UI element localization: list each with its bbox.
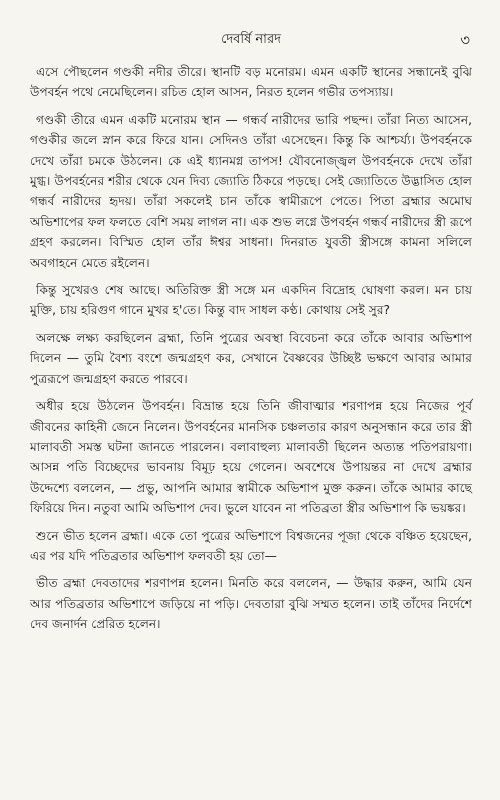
paragraph: কিন্তু সুখেরও শেষ আছে। অতিরিক্ত স্ত্রী সঙ্গে মন একদিন বিদ্রোহ ঘোষণা করল। মন চায় মুক্তি, চায় হরিগুণ গানে মুখর হ'তে। কিন্তু বাদ সাধল কণ্ঠ। কোথায় সেই সুর? bbox=[30, 283, 472, 318]
running-header bbox=[30, 30, 472, 52]
page-number: ৩ bbox=[460, 31, 470, 49]
paragraph: শুনে ভীত হলেন ব্রহ্মা। একে তো পুত্রের অভিশাপে বিশ্বজনের পূজা থেকে বঞ্চিত হয়েছেন, এর পর যদি পতিব্রতার অভিশাপ ফলবতী হয় তো— bbox=[30, 528, 472, 563]
body-text bbox=[30, 62, 472, 635]
paragraph: এসে পৌছলেন গণ্ডকী নদীর তীরে। স্থানটি বড় মনোরম। এমন একটি স্থানের সন্ধানেই বুঝি উপবর্হন পথে নেমেছিলেন। রচিত হোল আসন, নিরত হলেন গভীর তপস্যায়। bbox=[30, 65, 472, 100]
paragraph: অলক্ষে লক্ষ্য করছিলেন ব্রহ্মা, তিনি পুত্রের অবস্থা বিবেচনা করে তাঁকে আবার অভিশাপ দিলেন — তুমি বৈশ্য বংশে জন্মগ্রহণ কর, সেখানে বৈষ্ণবের উচ্ছিষ্ট ভক্ষণে আবার আমার পুত্ররূপে জন্মগ্রহণ করতে পারবে। bbox=[30, 330, 472, 386]
paragraph: ভীত ব্রহ্মা দেবতাদের শরণাপন্ন হলেন। মিনতি করে বললেন, — উদ্ধার করুন, আমি যেন আর পতিব্রতার অভিশাপে জড়িয়ে না পড়ি। দেবতারা বুঝি সম্মত হলেন। তাই তাঁদের নির্দেশে দেব জনার্দন প্রেরিত হলেন। bbox=[30, 576, 472, 632]
running-title: দেবর্ষি নারদ bbox=[221, 32, 281, 47]
paragraph: অধীর হয়ে উঠলেন উপবর্হন। বিভ্রান্ত হয়ে তিনি জীবাত্মার শরণাপন্ন হয়ে নিজের পূর্ব জীবনের কাহিনী জেনে নিলেন। উপবর্হনের মানসিক চঞ্চলতার কারণ অনুসন্ধান করে তার স্ত্রী মালাবতী সমস্ত ঘটনা জানতে পারলেন। বলাবাহুল্য মালাবতী ছিলেন অত্যন্ত পতিপরায়ণা। আসন্ন পতি বিচ্ছেদের ভাবনায় বিমূঢ় হয়ে গেলেন। অবশেষে উপায়ন্তর না দেখে ব্রহ্মার উদ্দেশ্যে বললেন, — প্রভু, আপনি আমার স্বামীকে অভিশাপ মুক্ত করুন। তাঁকে আমার কাছে ফিরিয়ে দিন। নতুবা আমি অভিশাপ দেব। ভুলে যাবেন না পতিব্রতা স্ত্রীর অভিশাপ কি ভয়ঙ্কর। bbox=[30, 399, 472, 516]
paragraph: গণ্ডকী তীরে এমন একটি মনোরম স্থান — গন্ধর্ব নারীদের ভারি পছন্দ। তাঁরা নিত্য আসেন, গণ্ডকীর জলে স্নান করে ফিরে যান। সেদিনও তাঁরা এসেছেন। কিন্তু কি আশ্চর্য্য। উপবর্হনকে দেখে তাঁরা চমকে উঠলেন। কে এই ধ্যানমগ্ন তাপস! যৌবনোজ্জ্বল উপবর্হনকে দেখে তাঁরা মুগ্ধ। উপবর্হনের শরীর থেকে যেন দিব্য জ্যোতি ঠিকরে পড়ছে। সেই জ্যোতিতে উদ্ভাসিত হোল গন্ধর্ব নারীদের হৃদয়। তাঁরা সকলেই চান তাঁকে স্বামীরূপে পেতে। পিতা ব্রহ্মার অমোঘ অভিশাপের ফল ফলতে বেশি সময় লাগল না। এক শুভ লগ্নে উপবর্হন গন্ধর্ব নারীদের স্ত্রী রূপে গ্রহণ করলেন। বিস্মিত হোল তাঁর ঈশ্বর সাধনা। দিনরাত যুবতী স্ত্রীসঙ্গে কামনা সলিলে অবগাহনে মেতে রইলেন। bbox=[30, 112, 472, 270]
